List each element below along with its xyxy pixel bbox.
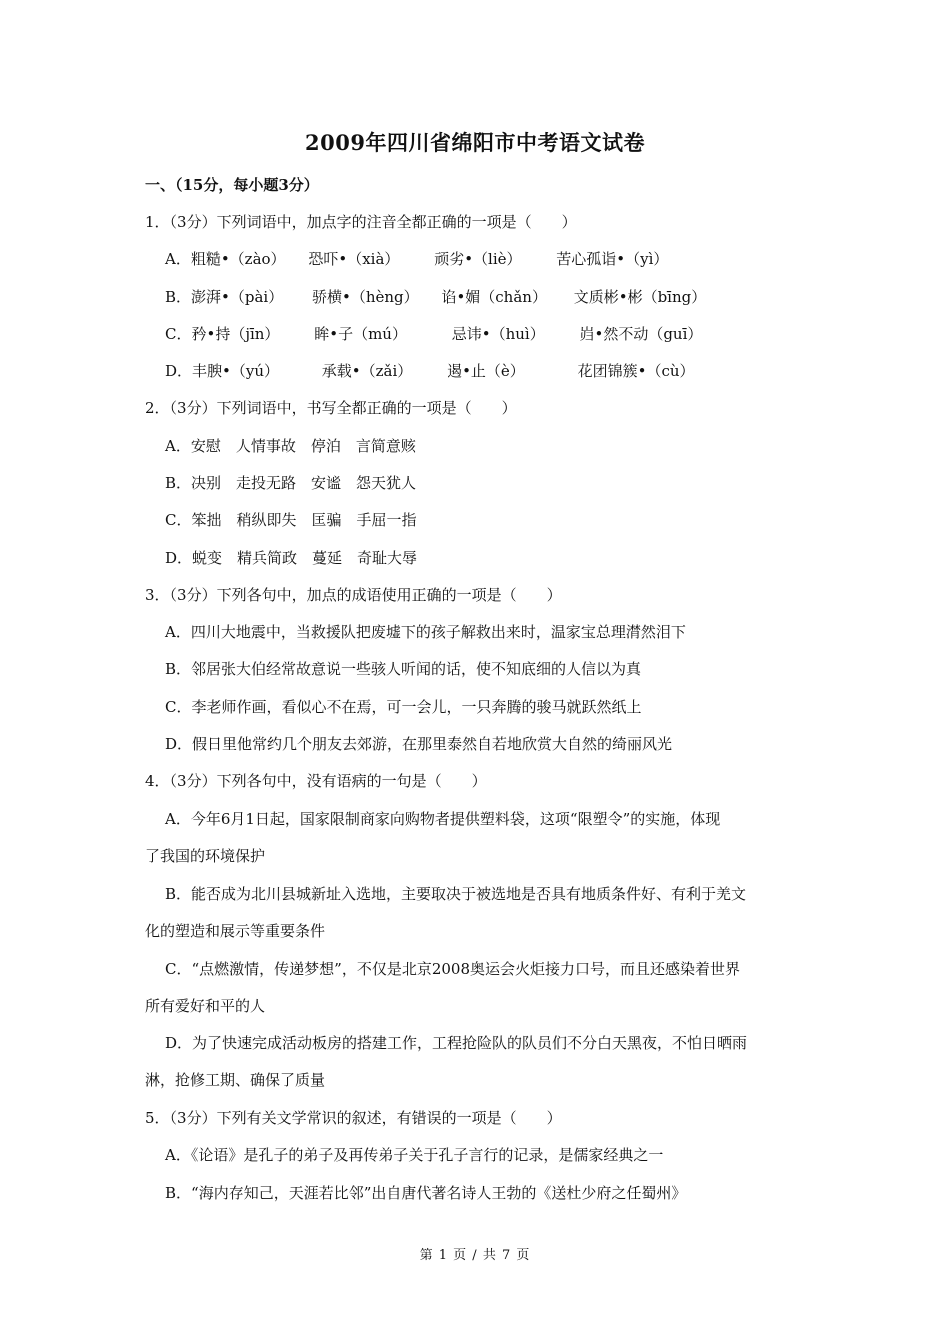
q4-option-b-line2: 化的塑造和展示等重要条件 <box>145 922 326 940</box>
q3-option-c: C．李老师作画，看似心不在焉，可一会儿，一只奔腾的骏马就跃然纸上 <box>165 698 642 716</box>
question-2-stem: 2．（3分）下列词语中，书写全都正确的一项是（ ） <box>145 399 517 417</box>
q4-option-b-line1: B．能否成为北川县城新址入选地，主要取决于被选地是否具有地质条件好、有利于羌文 <box>165 885 747 903</box>
question-4-stem: 4．（3分）下列各句中，没有语病的一句是（ ） <box>145 772 487 790</box>
q1-option-b: B．澎湃•（pài） 骄横•（hèng） 谄•媚（chǎn） 文质彬•彬（bīng） <box>165 288 707 306</box>
q2-option-d: D．蜕变 精兵简政 蔓延 奇耻大辱 <box>165 549 418 567</box>
q4-option-d-line1: D．为了快速完成活动板房的搭建工作，工程抢险队的队员们不分白天黑夜，不怕日晒雨 <box>165 1034 748 1052</box>
q4-option-a-line1: A．今年6月1日起，国家限制商家向购物者提供塑料袋，这项“限塑令”的实施，体现 <box>165 810 721 828</box>
q2-option-a: A．安慰 人情事故 停泊 言简意赅 <box>165 437 416 455</box>
page-footer: 第 1 页 / 共 7 页 <box>419 1248 531 1263</box>
q5-option-b: B．“海内存知己，天涯若比邻”出自唐代著名诗人王勃的《送杜少府之任蜀州》 <box>165 1184 687 1202</box>
q2-option-c: C．笨拙 稍纵即失 匡骗 手屈一指 <box>165 511 417 529</box>
q3-option-b: B．邻居张大伯经常故意说一些骇人听闻的话，使不知底细的人信以为真 <box>165 660 642 678</box>
question-5-stem: 5．（3分）下列有关文学常识的叙述，有错误的一项是（ ） <box>145 1109 562 1127</box>
q3-option-d: D．假日里他常约几个朋友去郊游，在那里泰然自若地欣赏大自然的绮丽风光 <box>165 735 673 753</box>
q4-option-a-line2: 了我国的环境保护 <box>145 847 266 865</box>
q1-option-c: C．矜•持（jīn） 眸•子（mú） 忌讳•（huì） 岿•然不动（guī） <box>165 325 703 343</box>
section-heading: 一、（15分，每小题3分） <box>145 176 319 194</box>
question-1-stem: 1．（3分）下列词语中，加点字的注音全都正确的一项是（ ） <box>145 213 577 231</box>
q1-option-d: D．丰腴•（yú） 承载•（zǎi） 遏•止（è） 花团锦簇•（cù） <box>165 362 695 380</box>
q3-option-a: A．四川大地震中，当救援队把废墟下的孩子解救出来时，温家宝总理潸然泪下 <box>165 623 686 641</box>
page-title: 2009年四川省绵阳市中考语文试卷 <box>305 130 645 155</box>
q4-option-d-line2: 淋，抢修工期、确保了质量 <box>145 1071 326 1089</box>
q1-option-a: A．粗糙•（zào） 恐吓•（xià） 顽劣•（liè） 苦心孤诣•（yì） <box>165 250 669 268</box>
q4-option-c-line1: C．“点燃激情，传递梦想”，不仅是北京2008奥运会火炬接力口号，而且还感染着世界 <box>165 960 740 978</box>
q2-option-b: B．决别 走投无路 安谧 怨天犹人 <box>165 474 417 492</box>
q4-option-c-line2: 所有爱好和平的人 <box>145 997 266 1015</box>
q5-option-a: A．《论语》是孔子的弟子及再传弟子关于孔子言行的记录，是儒家经典之一 <box>165 1146 664 1164</box>
question-3-stem: 3．（3分）下列各句中，加点的成语使用正确的一项是（ ） <box>145 586 562 604</box>
